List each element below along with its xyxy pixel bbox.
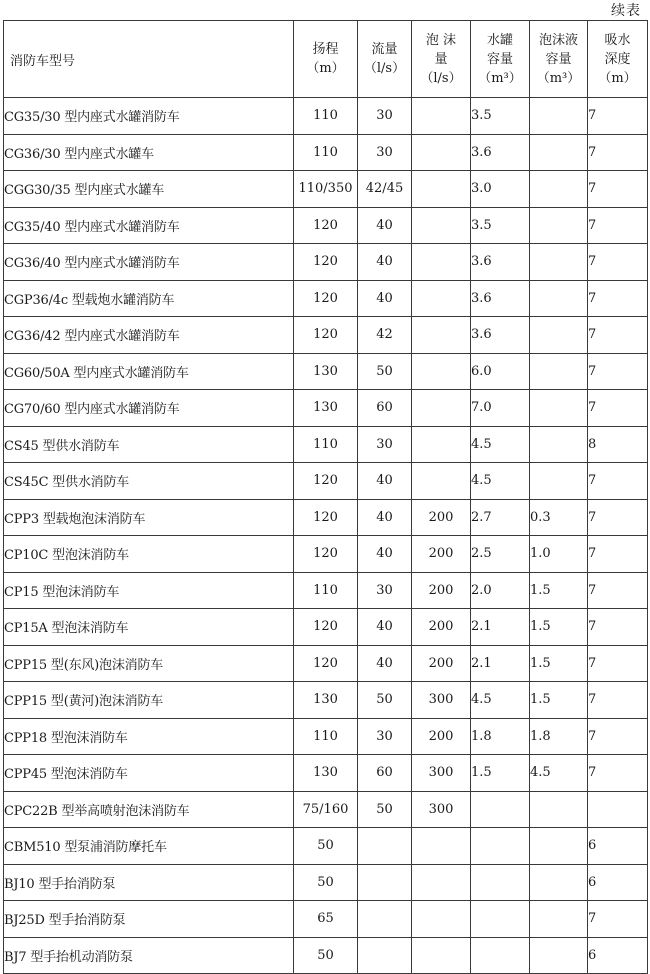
cell-flow: 30	[358, 134, 412, 171]
cell-flow: 40	[358, 280, 412, 317]
cell-water-tank: 2.5	[471, 536, 530, 573]
col-header-flow: 流量 （l/s）	[358, 21, 412, 98]
cell-model: BJ7 型手抬机动消防泵	[4, 937, 294, 974]
cell-foam-flow: 200	[412, 572, 471, 609]
cell-flow	[358, 901, 412, 938]
cell-water-tank: 6.0	[471, 353, 530, 390]
cell-foam-tank	[530, 791, 588, 828]
cell-foam-flow	[412, 317, 471, 354]
cell-suction: 7	[588, 98, 648, 135]
cell-suction: 7	[588, 901, 648, 938]
cell-suction: 7	[588, 353, 648, 390]
table-row	[4, 499, 648, 536]
cell-suction: 7	[588, 463, 648, 500]
cell-foam-tank	[530, 244, 588, 281]
cell-suction: 7	[588, 134, 648, 171]
cell-foam-tank: 1.0	[530, 536, 588, 573]
cell-flow: 40	[358, 463, 412, 500]
cell-head: 130	[294, 353, 358, 390]
table-row	[4, 244, 648, 281]
cell-model: CP15 型泡沫消防车	[4, 572, 294, 609]
cell-foam-tank: 1.5	[530, 645, 588, 682]
cell-suction	[588, 791, 648, 828]
cell-foam-tank	[530, 98, 588, 135]
cell-suction: 6	[588, 937, 648, 974]
cell-head: 50	[294, 864, 358, 901]
table-body	[4, 98, 648, 974]
cell-suction: 7	[588, 280, 648, 317]
cell-foam-tank	[530, 828, 588, 865]
table-row	[4, 609, 648, 646]
cell-foam-flow	[412, 244, 471, 281]
cell-suction: 7	[588, 317, 648, 354]
cell-head: 130	[294, 755, 358, 792]
cell-water-tank: 7.0	[471, 390, 530, 427]
cell-suction: 6	[588, 864, 648, 901]
cell-model: CPP15 型(黄河)泡沫消防车	[4, 682, 294, 719]
cell-flow: 40	[358, 536, 412, 573]
cell-foam-tank: 1.8	[530, 718, 588, 755]
cell-water-tank: 4.5	[471, 426, 530, 463]
cell-foam-flow	[412, 901, 471, 938]
table-row	[4, 98, 648, 135]
cell-foam-tank	[530, 937, 588, 974]
cell-head: 110	[294, 572, 358, 609]
cell-suction: 7	[588, 645, 648, 682]
cell-water-tank: 3.5	[471, 98, 530, 135]
table-row	[4, 207, 648, 244]
cell-model: CBM510 型泵浦消防摩托车	[4, 828, 294, 865]
cell-head: 120	[294, 645, 358, 682]
cell-foam-flow	[412, 353, 471, 390]
cell-head: 120	[294, 536, 358, 573]
cell-head: 120	[294, 317, 358, 354]
cell-foam-flow	[412, 98, 471, 135]
cell-foam-tank: 1.5	[530, 609, 588, 646]
cell-water-tank: 3.6	[471, 280, 530, 317]
table-row	[4, 171, 648, 208]
cell-foam-flow	[412, 134, 471, 171]
cell-head: 110	[294, 426, 358, 463]
cell-suction: 7	[588, 755, 648, 792]
cell-flow: 50	[358, 682, 412, 719]
cell-foam-flow	[412, 171, 471, 208]
cell-head: 120	[294, 609, 358, 646]
cell-foam-flow: 200	[412, 645, 471, 682]
cell-foam-tank	[530, 280, 588, 317]
cell-water-tank: 3.0	[471, 171, 530, 208]
cell-flow: 42	[358, 317, 412, 354]
cell-foam-tank: 1.5	[530, 682, 588, 719]
cell-head: 110/350	[294, 171, 358, 208]
cell-model: CP15A 型泡沫消防车	[4, 609, 294, 646]
cell-foam-tank: 1.5	[530, 572, 588, 609]
cell-water-tank	[471, 937, 530, 974]
cell-flow: 50	[358, 353, 412, 390]
cell-model: CG36/30 型内座式水罐车	[4, 134, 294, 171]
cell-head: 120	[294, 463, 358, 500]
cell-foam-flow: 200	[412, 718, 471, 755]
cell-suction: 7	[588, 682, 648, 719]
cell-model: CS45 型供水消防车	[4, 426, 294, 463]
col-header-head: 扬程 （m）	[294, 21, 358, 98]
cell-flow	[358, 864, 412, 901]
cell-suction: 8	[588, 426, 648, 463]
cell-suction: 7	[588, 171, 648, 208]
cell-suction: 7	[588, 244, 648, 281]
table-row	[4, 280, 648, 317]
cell-flow: 30	[358, 98, 412, 135]
cell-head: 120	[294, 499, 358, 536]
cell-water-tank	[471, 864, 530, 901]
cell-model: BJ10 型手抬消防泵	[4, 864, 294, 901]
cell-flow: 30	[358, 718, 412, 755]
cell-water-tank: 4.5	[471, 682, 530, 719]
cell-water-tank	[471, 901, 530, 938]
cell-foam-flow	[412, 937, 471, 974]
cell-foam-flow	[412, 463, 471, 500]
cell-suction: 7	[588, 718, 648, 755]
cell-foam-flow	[412, 390, 471, 427]
cell-foam-tank	[530, 390, 588, 427]
cell-water-tank: 3.5	[471, 207, 530, 244]
cell-flow: 30	[358, 426, 412, 463]
cell-water-tank: 3.6	[471, 317, 530, 354]
cell-head: 110	[294, 98, 358, 135]
cell-water-tank	[471, 828, 530, 865]
table-row	[4, 755, 648, 792]
cell-foam-flow: 200	[412, 536, 471, 573]
cell-model: CP10C 型泡沫消防车	[4, 536, 294, 573]
cell-flow: 50	[358, 791, 412, 828]
cell-model: CS45C 型供水消防车	[4, 463, 294, 500]
cell-foam-tank: 4.5	[530, 755, 588, 792]
cell-flow: 60	[358, 755, 412, 792]
cell-foam-tank	[530, 171, 588, 208]
continued-label: 续表	[611, 3, 641, 19]
cell-water-tank: 3.6	[471, 134, 530, 171]
table-row	[4, 718, 648, 755]
header-row	[4, 21, 648, 98]
cell-water-tank: 3.6	[471, 244, 530, 281]
col-header-foam-flow: 泡 沫 量 （l/s）	[412, 21, 471, 98]
table-row	[4, 317, 648, 354]
table-row	[4, 937, 648, 974]
cell-foam-tank	[530, 864, 588, 901]
cell-foam-flow: 300	[412, 791, 471, 828]
cell-foam-flow	[412, 426, 471, 463]
cell-head: 120	[294, 280, 358, 317]
cell-head: 120	[294, 207, 358, 244]
fire-truck-spec-table	[3, 20, 648, 974]
col-header-water-tank: 水罐 容量 （m³）	[471, 21, 530, 98]
cell-model: CPP15 型(东风)泡沫消防车	[4, 645, 294, 682]
cell-head: 120	[294, 244, 358, 281]
cell-head: 130	[294, 390, 358, 427]
cell-suction: 7	[588, 499, 648, 536]
cell-water-tank: 4.5	[471, 463, 530, 500]
cell-model: CGP36/4c 型载炮水罐消防车	[4, 280, 294, 317]
cell-suction: 7	[588, 207, 648, 244]
cell-model: CG70/60 型内座式水罐消防车	[4, 390, 294, 427]
table-caption	[0, 0, 650, 20]
cell-flow: 40	[358, 499, 412, 536]
cell-model: BJ25D 型手抬消防泵	[4, 901, 294, 938]
cell-foam-tank	[530, 317, 588, 354]
cell-water-tank	[471, 791, 530, 828]
cell-model: CPC22B 型举高喷射泡沫消防车	[4, 791, 294, 828]
cell-water-tank: 2.1	[471, 645, 530, 682]
table-row	[4, 463, 648, 500]
col-header-suction: 吸水 深度 （m）	[588, 21, 648, 98]
cell-water-tank: 2.0	[471, 572, 530, 609]
cell-flow: 60	[358, 390, 412, 427]
cell-flow: 40	[358, 609, 412, 646]
cell-head: 75/160	[294, 791, 358, 828]
cell-suction: 7	[588, 536, 648, 573]
cell-foam-flow: 200	[412, 499, 471, 536]
cell-foam-tank: 0.3	[530, 499, 588, 536]
cell-model: CG36/42 型内座式水罐消防车	[4, 317, 294, 354]
table-row	[4, 390, 648, 427]
cell-model: CGG30/35 型内座式水罐车	[4, 171, 294, 208]
cell-model: CPP3 型载炮泡沫消防车	[4, 499, 294, 536]
cell-head: 130	[294, 682, 358, 719]
cell-foam-tank	[530, 901, 588, 938]
table-row	[4, 791, 648, 828]
cell-model: CPP45 型泡沫消防车	[4, 755, 294, 792]
col-header-foam-tank: 泡沫液 容量 （m³）	[530, 21, 588, 98]
cell-flow: 30	[358, 572, 412, 609]
cell-flow: 40	[358, 244, 412, 281]
table-row	[4, 572, 648, 609]
cell-model: CG35/30 型内座式水罐消防车	[4, 98, 294, 135]
cell-model: CG60/50A 型内座式水罐消防车	[4, 353, 294, 390]
cell-head: 50	[294, 937, 358, 974]
cell-water-tank: 1.5	[471, 755, 530, 792]
cell-flow	[358, 937, 412, 974]
table-row	[4, 134, 648, 171]
cell-foam-tank	[530, 426, 588, 463]
cell-model: CG35/40 型内座式水罐消防车	[4, 207, 294, 244]
cell-water-tank: 2.7	[471, 499, 530, 536]
cell-flow: 40	[358, 207, 412, 244]
cell-flow: 42/45	[358, 171, 412, 208]
table-row	[4, 426, 648, 463]
cell-model: CG36/40 型内座式水罐消防车	[4, 244, 294, 281]
table-row	[4, 682, 648, 719]
cell-flow	[358, 828, 412, 865]
cell-head: 110	[294, 718, 358, 755]
cell-foam-flow: 200	[412, 609, 471, 646]
cell-model: CPP18 型泡沫消防车	[4, 718, 294, 755]
table-row	[4, 828, 648, 865]
cell-foam-tank	[530, 463, 588, 500]
cell-suction: 7	[588, 390, 648, 427]
cell-foam-tank	[530, 134, 588, 171]
cell-suction: 7	[588, 609, 648, 646]
table-row	[4, 353, 648, 390]
cell-head: 50	[294, 828, 358, 865]
cell-suction: 7	[588, 572, 648, 609]
cell-water-tank: 2.1	[471, 609, 530, 646]
cell-foam-flow: 300	[412, 682, 471, 719]
cell-flow: 40	[358, 645, 412, 682]
table-row	[4, 901, 648, 938]
cell-head: 65	[294, 901, 358, 938]
cell-foam-flow	[412, 280, 471, 317]
cell-foam-tank	[530, 207, 588, 244]
table-row	[4, 645, 648, 682]
cell-foam-flow	[412, 207, 471, 244]
cell-foam-flow	[412, 864, 471, 901]
cell-foam-tank	[530, 353, 588, 390]
col-header-model: 消防车型号	[4, 21, 294, 98]
cell-suction: 6	[588, 828, 648, 865]
cell-water-tank: 1.8	[471, 718, 530, 755]
cell-foam-flow	[412, 828, 471, 865]
cell-foam-flow: 300	[412, 755, 471, 792]
table-row	[4, 536, 648, 573]
cell-head: 110	[294, 134, 358, 171]
table-row	[4, 864, 648, 901]
